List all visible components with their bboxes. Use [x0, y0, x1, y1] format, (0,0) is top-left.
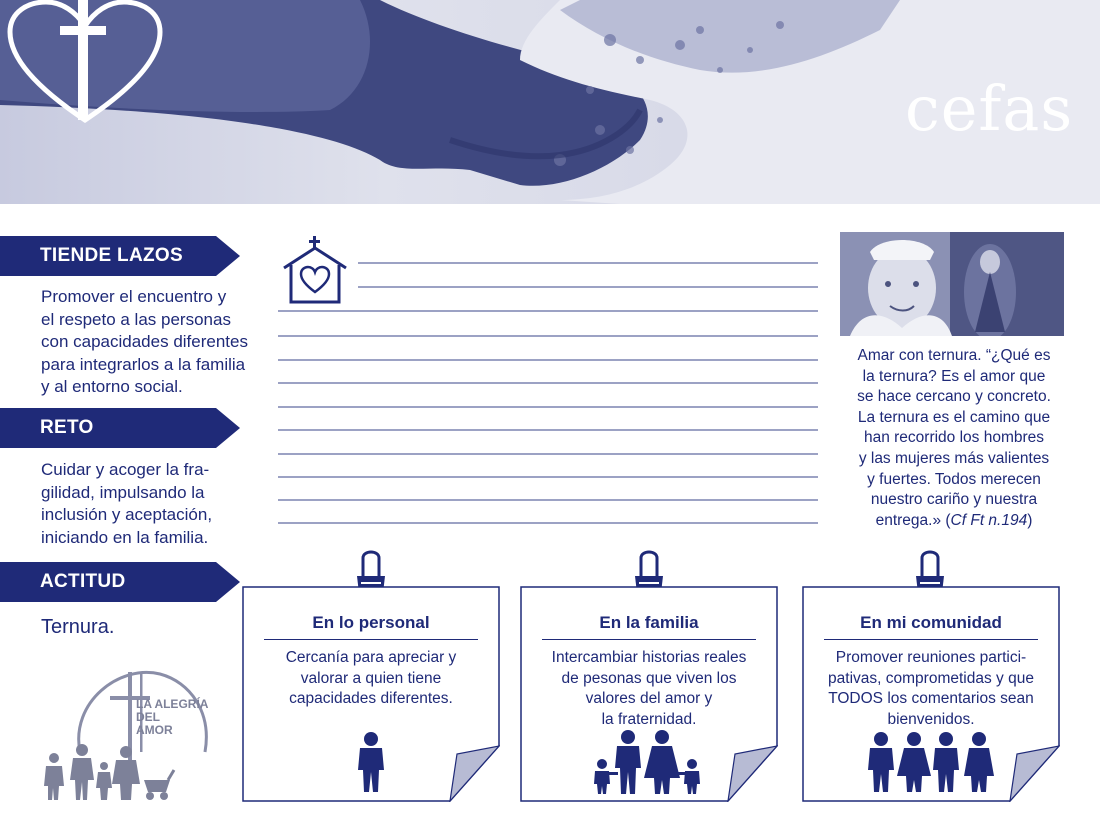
logo-text: LA ALEGRÍA DEL AMOR — [136, 697, 209, 737]
card-familia — [520, 586, 778, 802]
pope-quote: Amar con ternura. “¿Qué es la ternura? Es el amor que se hace cercano y concreto. La ternura es el camino que han recorrido los hombres y las mujeres más valientes y fuertes. Todos merecen nuestro cariño y nuestra entrega.» (Cf Ft n.194) — [857, 347, 1051, 529]
section-header-actitud — [0, 562, 240, 602]
section-header-reto — [0, 408, 240, 448]
family-icon — [592, 730, 704, 794]
divider — [264, 639, 478, 640]
person-icon — [354, 732, 388, 792]
actitud-value: Ternura. — [41, 616, 115, 638]
divider — [542, 639, 756, 640]
section-title: TIENDE LAZOS — [40, 245, 183, 266]
card-title: En mi comunidad — [860, 613, 1002, 632]
writing-lines[interactable] — [276, 258, 822, 528]
header-banner — [0, 0, 1100, 204]
divider — [824, 639, 1038, 640]
section-title: RETO — [40, 417, 94, 438]
alegria-del-amor-logo — [40, 662, 220, 800]
community-icon — [866, 732, 994, 792]
section-header-tiende-lazos — [0, 236, 240, 276]
cefas-heart-icon — [0, 0, 170, 130]
brand-logo-text: cefas — [905, 72, 1074, 145]
card-body: Intercambiar historias reales de pesonas que viven los valores del amor y la fraternidad. — [551, 649, 747, 728]
card-title: En lo personal — [312, 613, 430, 632]
card-body: Promover reuniones partici- pativas, comprometidas y que TODOS los comentarios sean bienvenidos. — [828, 649, 1034, 728]
card-title: En la familia — [599, 613, 699, 632]
reto-text: Cuidar y acoger la fra- gilidad, impulsando la inclusión y aceptación, iniciando en la familia. — [41, 460, 213, 547]
tiende-lazos-text: Promover el encuentro y el respeto a las personas con capacidades diferentes para integrarlos a la familia y al entorno social. — [41, 287, 248, 396]
card-comunidad — [802, 586, 1060, 802]
pope-guadalupe-photo — [840, 232, 1064, 336]
card-body: Cercanía para apreciar y valorar a quien tiene capacidades diferentes. — [285, 649, 457, 707]
section-title: ACTITUD — [40, 571, 126, 592]
card-personal — [242, 586, 500, 802]
